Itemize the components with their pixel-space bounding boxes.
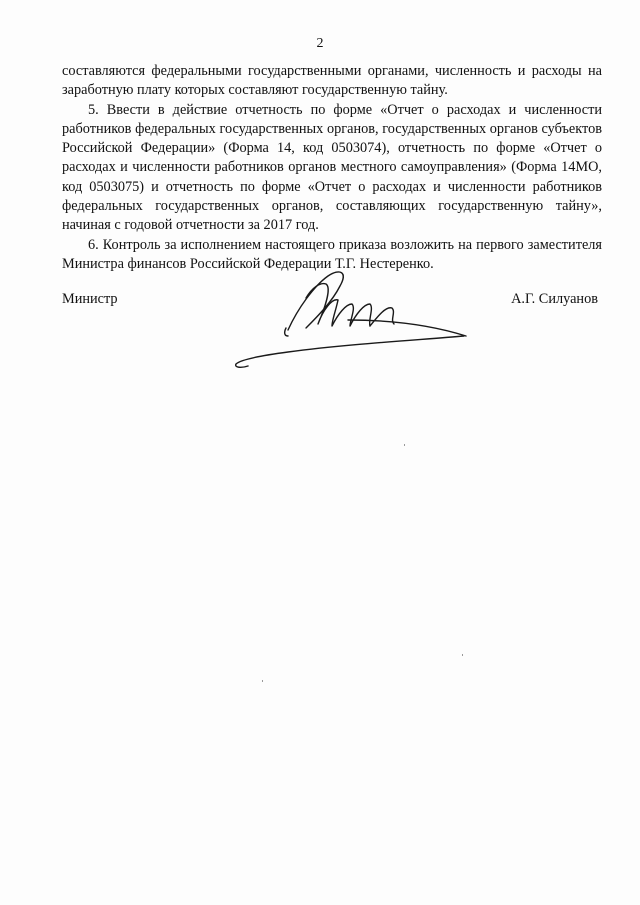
- scan-speck: [262, 680, 263, 682]
- handwritten-signature-image: [228, 258, 478, 376]
- page-number: 2: [316, 36, 324, 51]
- signer-name: А.Г. Силуанов: [511, 291, 598, 307]
- scan-speck: [404, 444, 405, 446]
- paragraph-item-6: 6. Контроль за исполнением настоящего приказа возложить на первого заместителя Министра финансов Российской Федерации Т.Г. Нестеренко.: [62, 236, 602, 272]
- paragraph-item-5: 5. Ввести в действие отчетность по форме «Отчет о расходах и численности работников федеральных государственных органов, государственных органов субъектов Российской Федерации» (Форма 14, код 0503074), отчетность по форме «Отчет о расходах и численности работников органов местного самоуправления» (Форма 14МО, код 0503075) и отчетность по форме «Отчет о расходах и численности работников федеральных государственных органов, составляющих государственную тайну», начиная с годовой отчетности за 2017 год.: [62, 101, 602, 234]
- position-title: Министр: [62, 291, 118, 307]
- paragraph-continuation: составляются федеральными государственными органами, численность и расходы на заработную плату которых составляют государственную тайну.: [62, 63, 602, 99]
- document-body: [62, 62, 602, 274]
- scan-speck: [462, 654, 463, 656]
